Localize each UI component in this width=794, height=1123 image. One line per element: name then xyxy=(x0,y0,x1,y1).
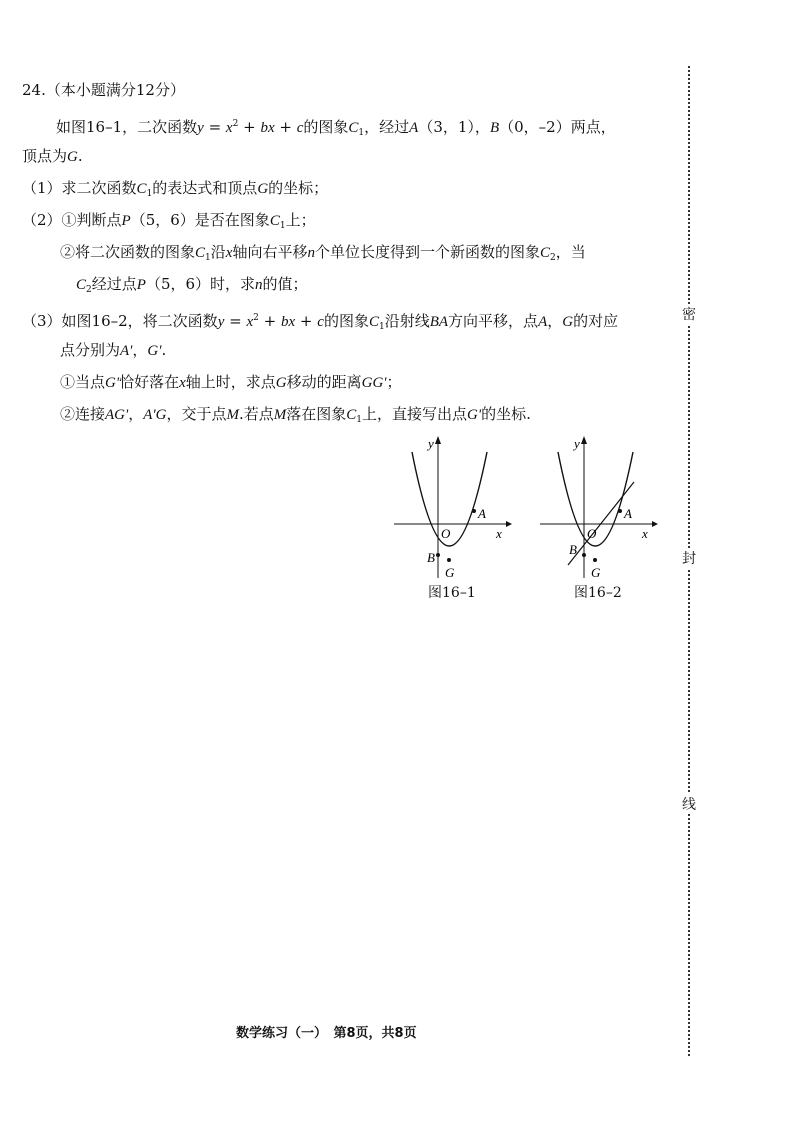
label-y: y xyxy=(574,436,580,451)
x-axis-arrow xyxy=(652,521,658,527)
seal-mark-feng: 封 xyxy=(682,548,696,568)
label-x: x xyxy=(642,526,648,541)
point-a xyxy=(472,509,476,513)
question-header: 24.（本小题满分12分） xyxy=(22,81,185,99)
figure-16-2-graph xyxy=(536,432,660,582)
part-3-1: （3）如图16–2，将二次函数$y = x^2$ + bx + c的图象$C_1$沿射线BA方向平移，点A，G的对应 xyxy=(22,312,619,332)
label-g: G xyxy=(591,565,601,580)
label-o: O xyxy=(441,526,451,541)
figure-16-1-graph xyxy=(390,432,514,582)
figure-16-2 xyxy=(536,432,660,586)
label-g: G xyxy=(445,565,455,580)
label-x: x xyxy=(496,526,502,541)
seal-mark-xian: 线 xyxy=(682,794,696,814)
part-2-3: $C_2$经过点P（5，6）时，求n的值； xyxy=(76,275,308,295)
label-b: B xyxy=(569,542,577,557)
part-2-1: （2）①判断点P（5，6）是否在图象$C_1$上； xyxy=(22,211,316,231)
label-a: A xyxy=(624,506,632,521)
seal-mark-mi: 密 xyxy=(682,304,696,324)
figure-16-2-caption: 图16–2 xyxy=(574,585,622,601)
label-a: A xyxy=(478,506,486,521)
figure-16-1 xyxy=(390,432,514,586)
part-1: （1）求二次函数$C_1$的表达式和顶点G的坐标； xyxy=(22,179,329,199)
part-2-2: ②将二次函数的图象$C_1$沿x轴向右平移n个单位长度得到一个新函数的图象$C_2$，当 xyxy=(60,243,586,263)
point-b xyxy=(582,553,586,557)
intro-line-2: 顶点为G. xyxy=(22,147,83,165)
y-axis-arrow xyxy=(581,436,587,444)
part-3-4: ②连接AG'，A'G，交于点M.若点M落在图象$C_1$上，直接写出点G'的坐标. xyxy=(60,405,531,425)
part-3-2: 点分别为A'，G'. xyxy=(60,341,167,359)
point-g xyxy=(593,558,597,562)
point-a xyxy=(618,509,622,513)
figure-16-1-caption: 图16–1 xyxy=(428,585,476,601)
intro-line-1: 如图16–1，二次函数$y = x^2$ + bx + c的图象$C_1$，经过A（3，1），B（0，–2）两点， xyxy=(56,118,616,138)
label-o: O xyxy=(587,526,597,541)
part-3-3: ①当点G'恰好落在x轴上时，求点G移动的距离GG'； xyxy=(60,373,402,391)
x-axis-arrow xyxy=(506,521,512,527)
y-axis-arrow xyxy=(435,436,441,444)
label-y: y xyxy=(428,436,434,451)
label-b: B xyxy=(427,550,435,565)
point-b xyxy=(436,553,440,557)
page-footer: 数学练习（一） 第8页，共8页 xyxy=(236,1026,417,1041)
point-g xyxy=(447,558,451,562)
